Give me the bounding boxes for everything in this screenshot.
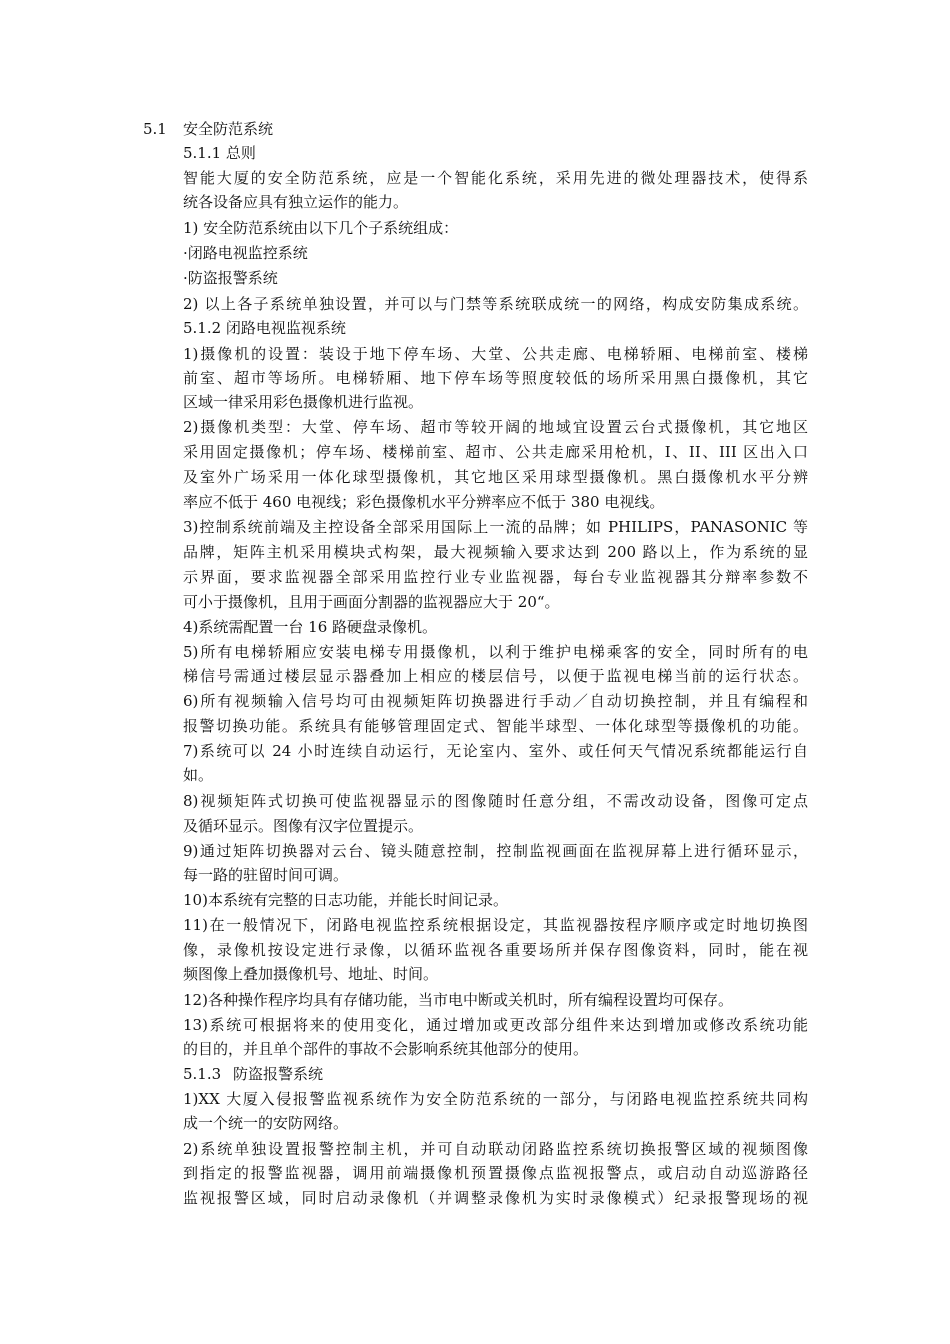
paragraph-line: 统各设备应具有独立运作的能力。	[183, 193, 409, 211]
subsection-heading-general: 5.1.1 总则	[183, 144, 256, 162]
paragraph-line: 8)视频矩阵式切换可使监视器显示的图像随时任意分组，不需改动设备，图像可定点	[183, 792, 808, 810]
paragraph-line: 11)在一般情况下，闭路电视监控系统根据设定，其监视器按程序顺序或定时地切换图	[183, 916, 808, 934]
paragraph-line: 报警切换功能。系统具有能够管理固定式、智能半球型、一体化球型等摄像机的功能。	[183, 717, 808, 735]
paragraph-line: 监视报警区域，同时启动录像机（并调整录像机为实时录像模式）纪录报警现场的视	[183, 1189, 808, 1207]
subsection-title: 防盗报警系统	[233, 1065, 324, 1083]
paragraph-line: 成一个统一的安防网络。	[183, 1114, 349, 1132]
paragraph-line: 2)摄像机类型：大堂、停车场、超市等较开阔的地域宜设置云台式摄像机，其它地区	[183, 418, 808, 436]
paragraph-line: 如。	[183, 766, 214, 784]
paragraph-line: 10)本系统有完整的日志功能，并能长时间记录。	[183, 891, 508, 909]
list-item: 2) 以上各子系统单独设置，并可以与门禁等系统联成统一的网络，构成安防集成系统。	[183, 295, 808, 313]
paragraph-line: 可小于摄像机，且用于画面分割器的监视器应大于 20“。	[183, 593, 560, 611]
paragraph-line: 及循环显示。图像有汉字位置提示。	[183, 817, 424, 835]
paragraph-line: 梯信号需通过楼层显示器叠加上相应的楼层信号，以便于监视电梯当前的运行状态。	[183, 667, 808, 685]
paragraph-line: 及室外广场采用一体化球型摄像机，其它地区采用球型摄像机。黑白摄像机水平分辨	[183, 468, 808, 486]
paragraph-line: 2)系统单独设置报警控制主机，并可自动联动闭路监控系统切换报警区域的视频图像	[183, 1140, 808, 1158]
paragraph-line: 示界面，要求监视器全部采用监控行业专业监视器，每台专业监视器其分辩率参数不	[183, 568, 808, 586]
paragraph-line: 3)控制系统前端及主控设备全部采用国际上一流的品牌；如 PHILIPS，PANASONIC 等	[183, 518, 808, 536]
paragraph-line: 的目的，并且单个部件的事故不会影响系统其他部分的使用。	[183, 1040, 589, 1058]
bullet-item: ·闭路电视监控系统	[183, 244, 308, 262]
paragraph-line: 12)各种操作程序均具有存储功能，当市电中断或关机时，所有编程设置均可保存。	[183, 991, 733, 1009]
paragraph-line: 每一路的驻留时间可调。	[183, 866, 349, 884]
section-number: 5.1	[143, 120, 167, 138]
paragraph-line: 采用固定摄像机；停车场、楼梯前室、超市、公共走廊采用枪机，I、II、III 区出入口	[183, 443, 808, 461]
bullet-item: ·防盗报警系统	[183, 269, 278, 287]
paragraph-line: 像，录像机按设定进行录像，以循环监视各重要场所并保存图像资料，同时，能在视	[183, 941, 808, 959]
section-title: 安全防范系统	[183, 120, 274, 138]
paragraph-line: 率应不低于 460 电视线；彩色摄像机水平分辨率应不低于 380 电视线。	[183, 493, 665, 511]
paragraph-line: 智能大厦的安全防范系统，应是一个智能化系统，采用先进的微处理器技术，使得系	[183, 169, 808, 187]
section-heading	[143, 117, 768, 141]
paragraph-line: 4)系统需配置一台 16 路硬盘录像机。	[183, 618, 438, 636]
paragraph-line: 5)所有电梯轿厢应安装电梯专用摄像机，以利于维护电梯乘客的安全，同时所有的电	[183, 643, 808, 661]
paragraph-line: 区域一律采用彩色摄像机进行监视。	[183, 393, 424, 411]
subsection-number: 5.1.3	[183, 1065, 222, 1083]
paragraph-line: 1)XX 大厦入侵报警监视系统作为安全防范系统的一部分，与闭路电视监控系统共同构	[183, 1090, 808, 1108]
paragraph-line: 6)所有视频输入信号均可由视频矩阵切换器进行手动／自动切换控制，并且有编程和	[183, 692, 808, 710]
paragraph-line: 频图像上叠加摄像机号、地址、时间。	[183, 965, 439, 983]
subsection-heading-alarm	[183, 1062, 808, 1086]
paragraph-line: 7)系统可以 24 小时连续自动运行，无论室内、室外、或任何天气情况系统都能运行自	[183, 742, 808, 760]
paragraph-line: 品牌，矩阵主机采用模块式构架，最大视频输入要求达到 200 路以上，作为系统的显	[183, 543, 808, 561]
list-item: 1) 安全防范系统由以下几个子系统组成：	[183, 219, 459, 237]
paragraph-line: 9)通过矩阵切换器对云台、镜头随意控制，控制监视画面在监视屏幕上进行循环显示，	[183, 842, 808, 860]
paragraph-line: 前室、超市等场所。电梯轿厢、地下停车场等照度较低的场所采用黑白摄像机，其它	[183, 369, 808, 387]
paragraph-line: 1)摄像机的设置：装设于地下停车场、大堂、公共走廊、电梯轿厢、电梯前室、楼梯	[183, 345, 808, 363]
paragraph-line: 到指定的报警监视器，调用前端摄像机预置摄像点监视报警点，或启动自动巡游路径	[183, 1164, 808, 1182]
paragraph-line: 13)系统可根据将来的使用变化，通过增加或更改部分组件来达到增加或修改系统功能	[183, 1016, 808, 1034]
subsection-heading-cctv: 5.1.2 闭路电视监视系统	[183, 319, 346, 337]
